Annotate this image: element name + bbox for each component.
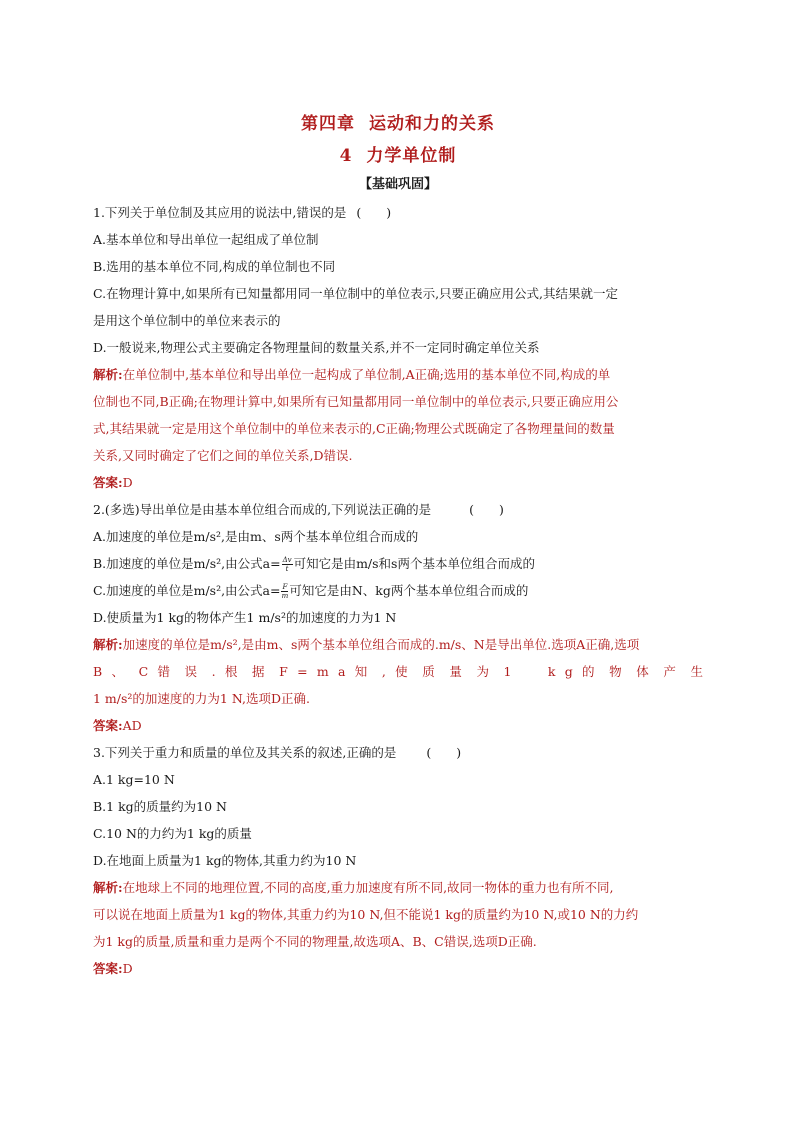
answer-value: D: [122, 961, 133, 976]
option-c: [93, 577, 703, 604]
section-heading: 【基础巩固】: [358, 177, 437, 192]
option-c: C.10 N的力约为1 kg的质量: [93, 826, 252, 841]
fraction-numerator: F: [282, 583, 288, 591]
answer-blank: ( ): [469, 502, 504, 517]
lesson-number: 4: [339, 146, 353, 166]
question-stem: [93, 496, 703, 523]
analysis-label: 解析:: [93, 880, 123, 895]
option-d: D.在地面上质量为1 kg的物体,其重力约为10 N: [93, 853, 357, 868]
option-b: B.选用的基本单位不同,构成的单位制也不同: [93, 259, 336, 274]
question-1: [93, 199, 703, 496]
document-page: [93, 112, 703, 982]
stem-text: 3.下列关于重力和质量的单位及其关系的叙述,正确的是: [93, 745, 397, 760]
question-stem: [93, 739, 703, 766]
lesson-title: [93, 144, 703, 168]
analysis-line-2: 可以说在地面上质量为1 kg的物体,其重力约为10 N,但不能说1 kg的质量约为10 N,或10 N的力约: [93, 907, 639, 922]
formula-fraction: [282, 556, 293, 573]
fraction-denominator: m: [281, 592, 289, 600]
option-b-text: B.加速度的单位是m/s²,由公式a=: [93, 556, 281, 571]
analysis-line-3: 式,其结果就一定是用这个单位制中的单位来表示的,C正确;物理公式既确定了各物理量间的数量: [93, 421, 615, 436]
answer-label: 答案:: [93, 718, 123, 733]
option-a: A.基本单位和导出单位一起组成了单位制: [93, 232, 319, 247]
option-c-text-end: 可知它是由N、kg两个基本单位组合而成的: [289, 583, 529, 598]
question-3: [93, 739, 703, 982]
analysis-line-1: [93, 361, 703, 388]
option-d: D.一般说来,物理公式主要确定各物理量间的数量关系,并不一定同时确定单位关系: [93, 340, 540, 355]
answer-blank: ( ): [356, 205, 392, 220]
analysis-text: 在地球上不同的地理位置,不同的高度,重力加速度有所不同,故同一物体的重力也有所不同,: [122, 880, 614, 895]
answer-label: 答案:: [93, 961, 123, 976]
answer-line: [93, 955, 703, 982]
formula-fraction: [281, 583, 288, 600]
fraction-denominator: t: [285, 565, 289, 573]
question-2: [93, 496, 703, 739]
analysis-label: 解析:: [93, 637, 123, 652]
option-b-text-end: 可知它是由m/s和s两个基本单位组合而成的: [293, 556, 535, 571]
chapter-title: [93, 112, 703, 136]
chapter-number: 第四章: [301, 114, 355, 134]
analysis-line-2: B 、 C 错 误 . 根 据 F = m a 知 , 使 质 量 为 1 k g 的 物 体 产 生: [93, 664, 703, 679]
option-b: B.1 kg的质量约为10 N: [93, 799, 227, 814]
option-a: A.加速度的单位是m/s²,是由m、s两个基本单位组合而成的: [93, 529, 419, 544]
analysis-line-1: [93, 631, 703, 658]
analysis-line-2: 位制也不同,B正确;在物理计算中,如果所有已知量都用同一单位制中的单位表示,只要正确应用公: [93, 394, 619, 409]
chapter-name: 运动和力的关系: [369, 114, 495, 134]
answer-line: [93, 469, 703, 496]
analysis-text: 在单位制中,基本单位和导出单位一起构成了单位制,A正确;选用的基本单位不同,构成的单: [122, 367, 611, 382]
option-c-line-1: C.在物理计算中,如果所有已知量都用同一单位制中的单位表示,只要正确应用公式,其结果就一定: [93, 286, 619, 301]
analysis-text: 加速度的单位是m/s²,是由m、s两个基本单位组合而成的.m/s、N是导出单位.选项A正确,选项: [122, 637, 640, 652]
analysis-line-1: [93, 874, 703, 901]
option-a: A.1 kg=10 N: [93, 772, 175, 787]
analysis-label: 解析:: [93, 367, 123, 382]
analysis-line-4: 关系,又同时确定了它们之间的单位关系,D错误.: [93, 448, 353, 463]
analysis-line-3: 1 m/s²的加速度的力为1 N,选项D正确.: [93, 691, 310, 706]
answer-value: AD: [122, 718, 142, 733]
option-c-text: C.加速度的单位是m/s²,由公式a=: [93, 583, 281, 598]
question-stem: [93, 199, 703, 226]
answer-line: [93, 712, 703, 739]
analysis-line-3: 为1 kg的质量,质量和重力是两个不同的物理量,故选项A、B、C错误,选项D正确.: [93, 934, 537, 949]
option-c-line-2: 是用这个单位制中的单位来表示的: [93, 313, 281, 328]
answer-label: 答案:: [93, 475, 123, 490]
stem-text: 1.下列关于单位制及其应用的说法中,错误的是: [93, 205, 347, 220]
answer-value: D: [122, 475, 133, 490]
answer-blank: ( ): [426, 745, 462, 760]
lesson-name: 力学单位制: [366, 146, 457, 166]
option-b: [93, 550, 703, 577]
option-d: D.使质量为1 kg的物体产生1 m/s²的加速度的力为1 N: [93, 610, 397, 625]
stem-text: 2.(多选)导出单位是由基本单位组合而成的,下列说法正确的是: [93, 502, 432, 517]
fraction-numerator: Δv: [282, 556, 292, 564]
